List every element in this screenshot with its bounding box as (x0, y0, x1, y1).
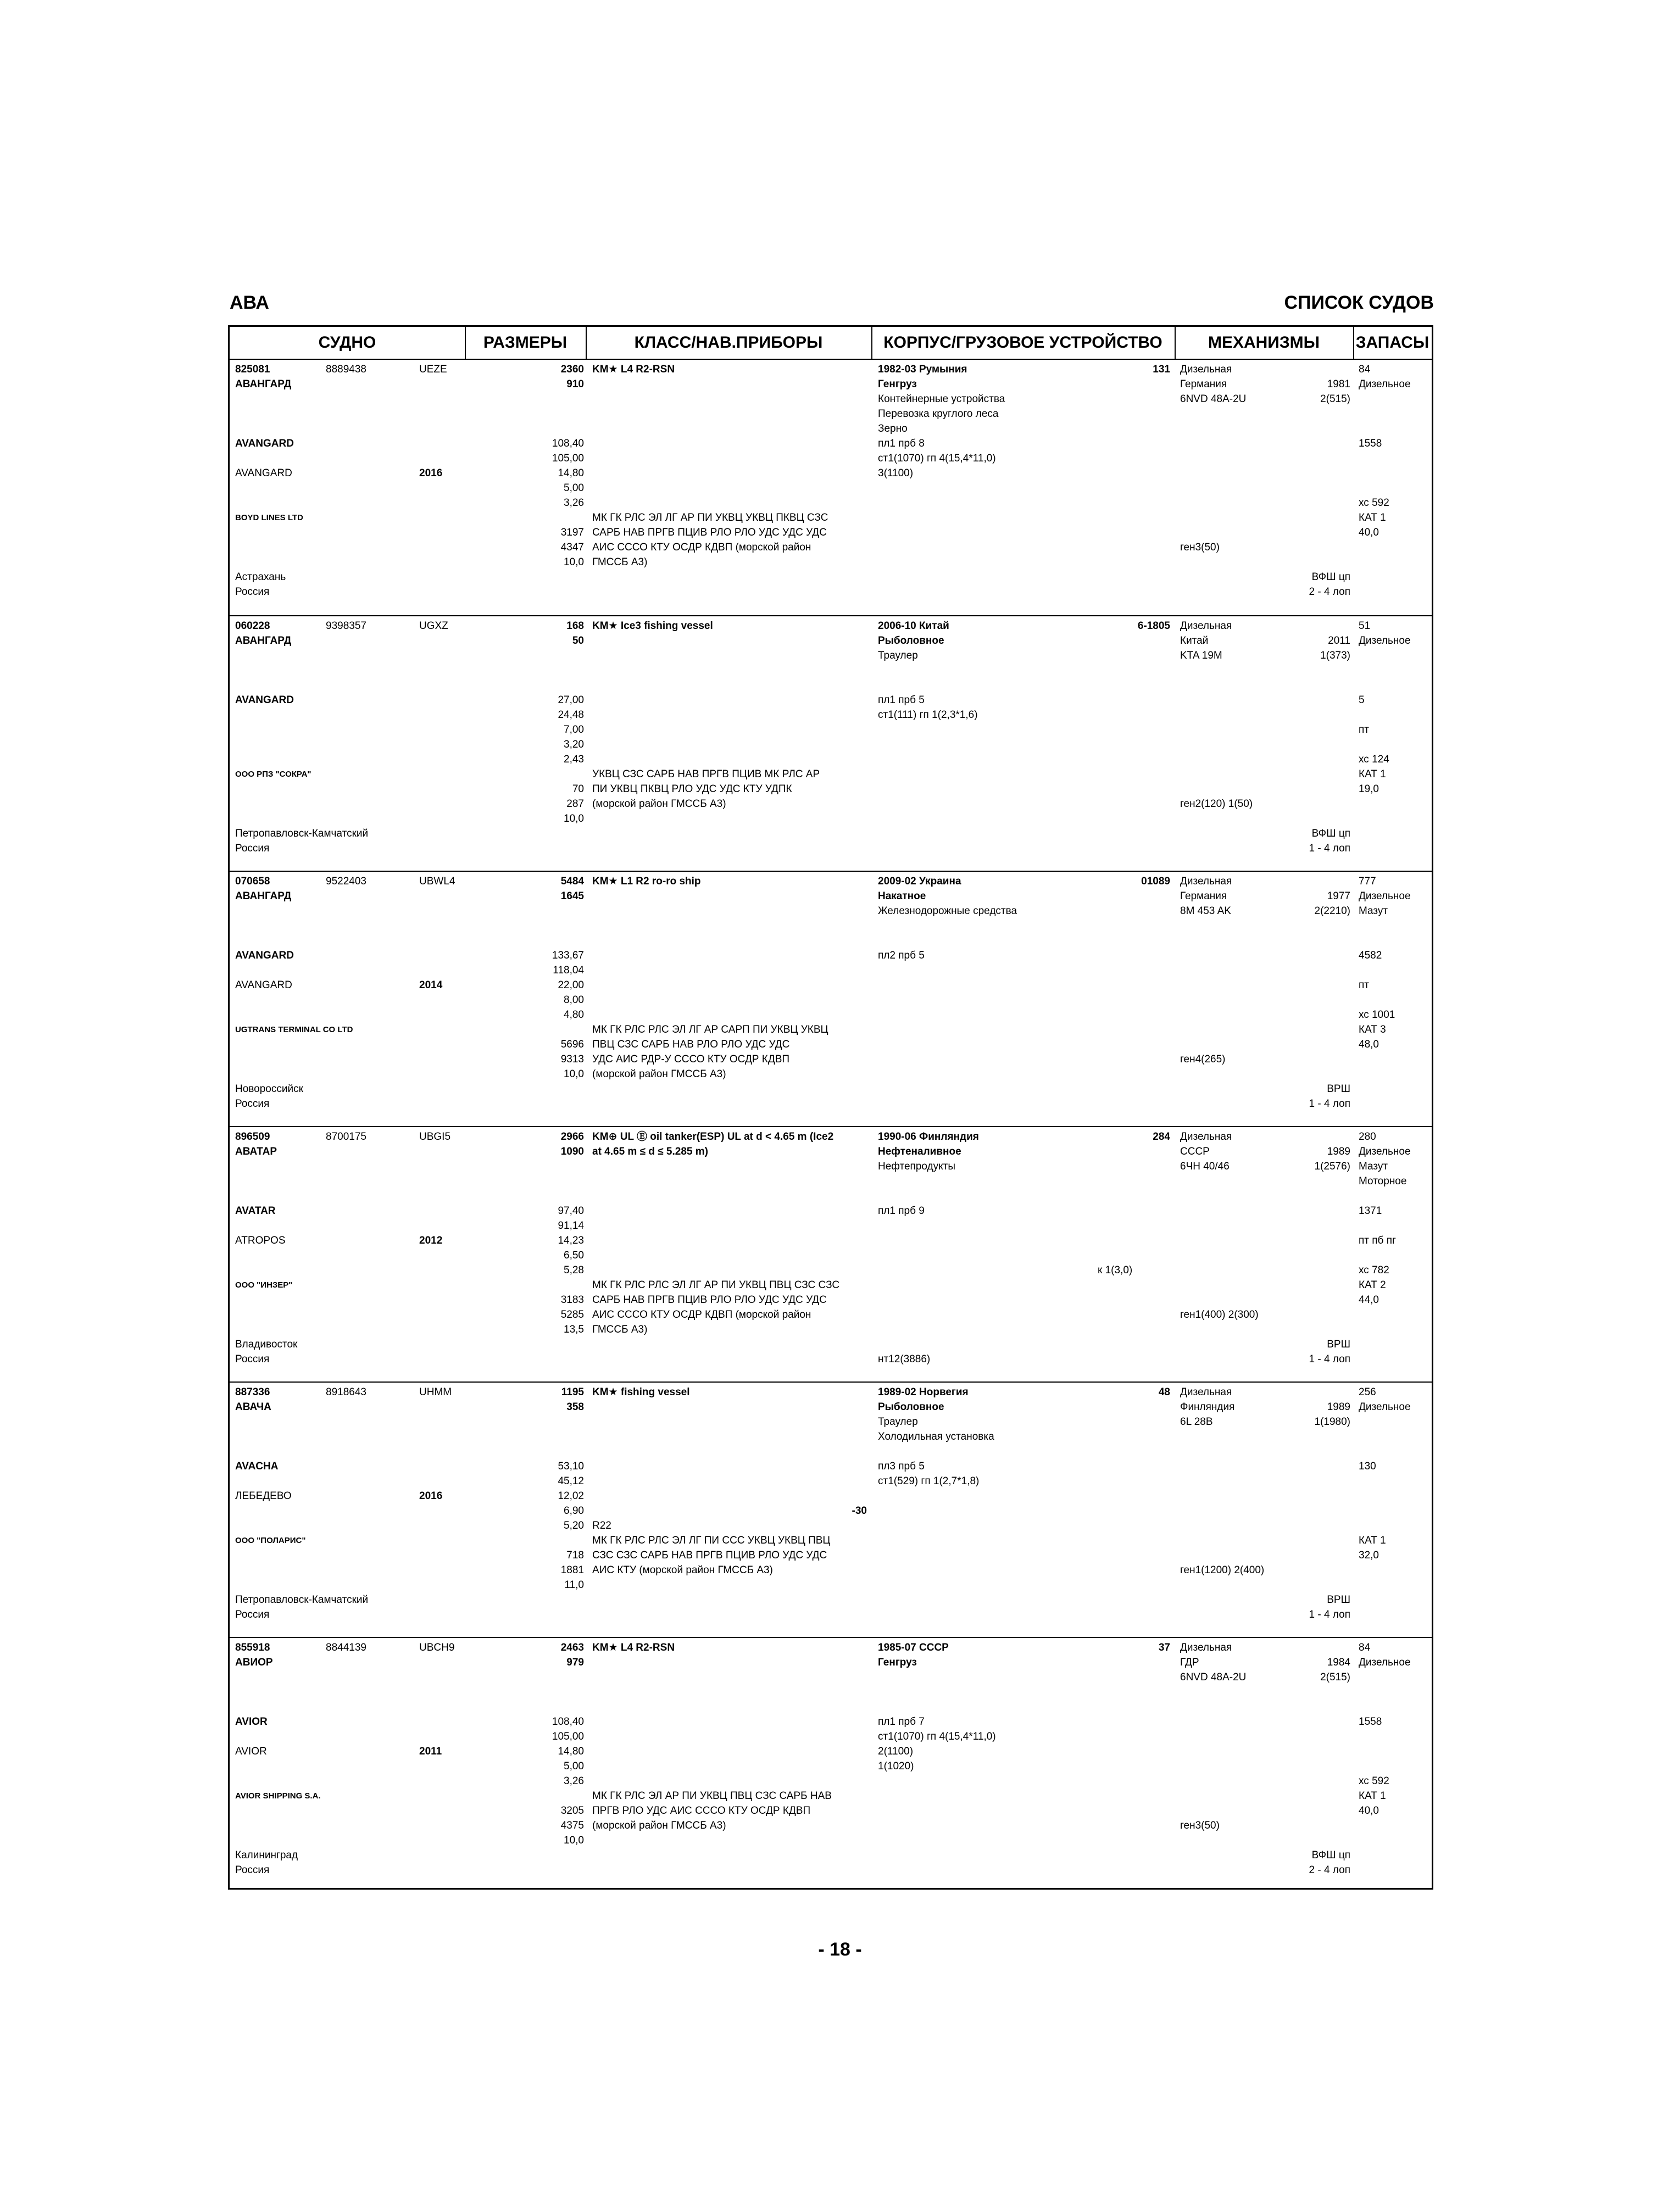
propeller-type: ВРШ (1327, 1083, 1350, 1095)
hold-info: 3(1100) (878, 467, 914, 479)
dimension-value: 10,0 (564, 1068, 584, 1080)
vessel-entry (230, 615, 1432, 871)
tank-info: нт12(3886) (878, 1353, 931, 1365)
vessel-entry (230, 871, 1432, 1126)
cargo-gear: Нефтепродукты (878, 1161, 956, 1172)
registry-number: 855918 (235, 1642, 270, 1653)
flag-country: Россия (235, 1609, 270, 1620)
dimension-value: 108,40 (552, 438, 584, 449)
imo-number: 8700175 (326, 1131, 366, 1143)
vessel-name-ru: АВАНГАРД (235, 378, 292, 390)
stores-value: 51 (1359, 620, 1371, 632)
home-port: Петропавловск-Камчатский (235, 1594, 369, 1606)
vessel-type: Генгруз (878, 378, 917, 390)
vessel-type: Рыболовное (878, 1401, 944, 1413)
engine-year: 1981 (1327, 378, 1350, 390)
owner-name: BOYD LINES LTD (235, 513, 303, 522)
navigation-equipment: ПВЦ СЗС САРБ НАВ РЛО РЛО УДС УДС (592, 1039, 790, 1050)
stores-value: 40,0 (1359, 1805, 1379, 1817)
navigation-equipment: САРБ НАВ ПРГВ ПЦИВ РЛО РЛО УДС УДС УДС (592, 1294, 827, 1306)
dimension-value: 53,10 (558, 1461, 584, 1472)
stores-value: 32,0 (1359, 1550, 1379, 1561)
dimension-value: 11,0 (564, 1579, 584, 1591)
dimension-value: 1090 (560, 1146, 584, 1157)
vessel-entry (230, 360, 1432, 615)
stores-value: 19,0 (1359, 783, 1379, 795)
dimension-value: 6,90 (564, 1505, 584, 1517)
stores-value: пт пб пг (1359, 1235, 1396, 1246)
dimension-value: 91,14 (558, 1220, 584, 1232)
stores-value: 256 (1359, 1386, 1376, 1398)
registry-year: 2016 (419, 1490, 443, 1502)
propeller-blades: 2 - 4 лоп (1309, 1864, 1350, 1876)
navigation-equipment: САРБ НАВ ПРГВ ПЦИВ РЛО РЛО УДС УДС УДС (592, 527, 827, 538)
stores-value: 1371 (1359, 1205, 1382, 1217)
dimension-value: 5,28 (564, 1264, 584, 1276)
owner-name: ООО "ПОЛАРИС" (235, 1536, 306, 1545)
navigation-equipment: МК ГК РЛС ЭЛ АР ПИ УКВЦ ПВЦ СЗС САРБ НАВ (592, 1790, 832, 1802)
engine-power: 1(2576) (1314, 1161, 1350, 1172)
stores-value: КАТ 1 (1359, 768, 1386, 780)
generator-info: ген2(120) 1(50) (1180, 798, 1253, 810)
stores-value: Дизельное (1359, 890, 1411, 902)
stores-value: 40,0 (1359, 527, 1379, 538)
owner-name: ООО "ИНЗЕР" (235, 1280, 293, 1290)
registry-year: 2014 (419, 979, 443, 991)
dimension-value: 6,50 (564, 1250, 584, 1261)
registry-number: 887336 (235, 1386, 270, 1398)
propeller-type: ВФШ цп (1311, 571, 1350, 583)
vessel-name-lat: AVANGARD (235, 438, 294, 449)
navigation-equipment: УДС АИС РДР-У СССО КТУ ОСДР КДВП (592, 1054, 790, 1065)
navigation-equipment: СЗС СЗС САРБ НАВ ПРГВ ПЦИВ РЛО УДС УДС (592, 1550, 827, 1561)
imo-number: 8918643 (326, 1386, 366, 1398)
navigation-equipment: УКВЦ СЗС САРБ НАВ ПРГВ ПЦИВ МК РЛС АР (592, 768, 820, 780)
dimension-value: 133,67 (552, 950, 584, 961)
hull-number: 284 (1153, 1131, 1170, 1143)
stores-value: КАТ 1 (1359, 512, 1386, 523)
dimension-value: 168 (566, 620, 584, 632)
engine-year: 1989 (1327, 1401, 1350, 1413)
dimension-value: 5285 (560, 1309, 584, 1321)
navigation-equipment: ГМССБ А3) (592, 1324, 648, 1335)
engine-info: 6L 28B (1180, 1416, 1213, 1428)
page-header-left: АВА (230, 292, 269, 313)
vessel-name-ru: АВАНГАРД (235, 890, 292, 902)
stores-value: хс 592 (1359, 497, 1389, 509)
dimension-value: 5696 (560, 1039, 584, 1050)
dimension-value: 1645 (560, 890, 584, 902)
dimension-value: 2966 (560, 1131, 584, 1143)
engine-year: 1984 (1327, 1657, 1350, 1668)
dimension-value: 22,00 (558, 979, 584, 991)
flag-country: Россия (235, 1098, 270, 1110)
home-port: Калининград (235, 1850, 298, 1861)
stores-value: Дизельное (1359, 1401, 1411, 1413)
dimension-value: 24,48 (558, 709, 584, 721)
stores-value: Дизельное (1359, 1657, 1411, 1668)
navigation-equipment: ПИ УКВЦ ПКВЦ РЛО УДС УДС КТУ УДПК (592, 783, 792, 795)
former-name: AVIOR (235, 1746, 267, 1757)
cargo-gear: Зерно (878, 423, 908, 434)
propeller-blades: 1 - 4 лоп (1309, 1098, 1350, 1110)
dimension-value: 13,5 (564, 1324, 584, 1335)
propeller-blades: 1 - 4 лоп (1309, 1609, 1350, 1620)
hold-info: 1(1020) (878, 1761, 914, 1772)
dimension-value: 979 (566, 1657, 584, 1668)
class-notation: KM★ L4 R2-RSN (592, 364, 675, 375)
stores-value: 130 (1359, 1461, 1376, 1472)
hold-info: пл1 прб 5 (878, 694, 925, 706)
cargo-gear: Контейнерные устройства (878, 393, 1005, 405)
hold-info: ст1(529) гп 1(2,7*1,8) (878, 1475, 980, 1487)
dimension-value: 27,00 (558, 694, 584, 706)
generator-info: ген1(400) 2(300) (1180, 1309, 1259, 1321)
registry-year: 2016 (419, 467, 443, 479)
navigation-equipment: АИС КТУ (морской район ГМССБ А3) (592, 1564, 773, 1576)
hold-info: пл1 прб 7 (878, 1716, 925, 1728)
vessel-name-ru: АВАЧА (235, 1401, 271, 1413)
home-port: Владивосток (235, 1339, 298, 1350)
stores-value: хс 124 (1359, 754, 1389, 765)
dimension-value: 358 (566, 1401, 584, 1413)
generator-info: ген3(50) (1180, 542, 1220, 553)
flag-country: Россия (235, 586, 270, 598)
engine-info: Китай (1180, 635, 1209, 647)
propeller-type: ВРШ (1327, 1339, 1350, 1350)
engine-info: KTA 19M (1180, 650, 1222, 661)
registry-year: 2012 (419, 1235, 443, 1246)
stores-value: пт (1359, 724, 1369, 736)
vessel-name-ru: АВАТАР (235, 1146, 277, 1157)
imo-number: 9398357 (326, 620, 366, 632)
dimension-value: 14,80 (558, 467, 584, 479)
propeller-blades: 2 - 4 лоп (1309, 586, 1350, 598)
build-info: 2009-02 Украина (878, 876, 961, 887)
hold-info: пл1 прб 8 (878, 438, 925, 449)
dimension-value: 2463 (560, 1642, 584, 1653)
engine-info: 6NVD 48A-2U (1180, 393, 1247, 405)
dimension-value: 5484 (560, 876, 584, 887)
stores-value: 84 (1359, 1642, 1371, 1653)
cargo-gear: Траулер (878, 1416, 918, 1428)
propeller-blades: 1 - 4 лоп (1309, 1353, 1350, 1365)
dimension-value: 12,02 (558, 1490, 584, 1502)
dimension-value: 3205 (560, 1805, 584, 1817)
vessel-table (228, 325, 1433, 1890)
dimension-value: 14,80 (558, 1746, 584, 1757)
build-info: 1990-06 Финляндия (878, 1131, 979, 1143)
navigation-equipment: АИС СССО КТУ ОСДР КДВП (морской район (592, 542, 811, 553)
hull-number: 6-1805 (1137, 620, 1170, 632)
call-sign: UGXZ (419, 620, 448, 632)
flag-country: Россия (235, 843, 270, 854)
vessel-type: Рыболовное (878, 635, 944, 647)
dimension-value: 97,40 (558, 1205, 584, 1217)
home-port: Астрахань (235, 571, 286, 583)
build-info: 1982-03 Румыния (878, 364, 967, 375)
vessel-name-lat: AVANGARD (235, 950, 294, 961)
dimension-value: 70 (572, 783, 584, 795)
imo-number: 9522403 (326, 876, 366, 887)
propeller-type: ВРШ (1327, 1594, 1350, 1606)
dimension-value: 3,26 (564, 1775, 584, 1787)
stores-value: 280 (1359, 1131, 1376, 1143)
navigation-equipment: ГМССБ А3) (592, 556, 648, 568)
cargo-gear: Железнодорожные средства (878, 905, 1017, 917)
dimension-value: 4375 (560, 1820, 584, 1831)
dimension-value: 45,12 (558, 1475, 584, 1487)
dimension-value: 287 (566, 798, 584, 810)
stores-value: хс 592 (1359, 1775, 1389, 1787)
refrigerant: R22 (592, 1520, 611, 1531)
registry-number: 825081 (235, 364, 270, 375)
navigation-equipment: (морской район ГМССБ А3) (592, 1068, 726, 1080)
hull-number: 48 (1158, 1386, 1170, 1398)
imo-number: 8844139 (326, 1642, 366, 1653)
former-name: AVANGARD (235, 467, 292, 479)
stores-value: 1558 (1359, 438, 1382, 449)
dimension-value: 3197 (560, 527, 584, 538)
hull-number: 131 (1153, 364, 1170, 375)
engine-info: Дизельная (1180, 1386, 1232, 1398)
dimension-value: 5,00 (564, 482, 584, 494)
hold-info: 2(1100) (878, 1746, 914, 1757)
stores-value: Мазут (1359, 905, 1388, 917)
flag-country: Россия (235, 1864, 270, 1876)
dimension-value: 9313 (560, 1054, 584, 1065)
dimension-value: 4,80 (564, 1009, 584, 1021)
owner-name: UGTRANS TERMINAL CO LTD (235, 1025, 353, 1034)
stores-value: 84 (1359, 364, 1371, 375)
dimension-value: 105,00 (552, 453, 584, 464)
vessel-name-lat: AVATAR (235, 1205, 276, 1217)
generator-info: ген1(1200) 2(400) (1180, 1564, 1265, 1576)
stores-value: хс 1001 (1359, 1009, 1395, 1021)
call-sign: UBCH9 (419, 1642, 455, 1653)
dimension-value: 14,23 (558, 1235, 584, 1246)
dimension-value: 10,0 (564, 813, 584, 825)
navigation-equipment: МК ГК РЛС РЛС ЭЛ ЛГ ПИ ССС УКВЦ УКВЦ ПВЦ (592, 1535, 831, 1546)
dimension-value: 3183 (560, 1294, 584, 1306)
engine-power: 2(515) (1320, 1672, 1350, 1683)
former-name: ЛЕБЕДЕВО (235, 1490, 292, 1502)
vessel-name-ru: АВИОР (235, 1657, 273, 1668)
engine-year: 2011 (1328, 635, 1350, 647)
engine-info: Дизельная (1180, 1131, 1232, 1143)
dimension-value: 718 (566, 1550, 584, 1561)
engine-year: 1989 (1327, 1146, 1350, 1157)
propeller-type: ВФШ цп (1311, 828, 1350, 839)
dimension-value: 4347 (560, 542, 584, 553)
column-header-vessel: СУДНО (318, 333, 376, 352)
dimension-value: 3,20 (564, 739, 584, 750)
build-info: 2006-10 Китай (878, 620, 949, 632)
hold-info: ст1(1070) гп 4(15,4*11,0) (878, 1731, 996, 1742)
stores-value: КАТ 1 (1359, 1790, 1386, 1802)
stores-value: Дизельное (1359, 635, 1411, 647)
hold-info: ст1(111) гп 1(2,3*1,6) (878, 709, 978, 721)
class-notation: KM★ fishing vessel (592, 1386, 690, 1398)
engine-power: 2(515) (1320, 393, 1350, 405)
dimension-value: 3,26 (564, 497, 584, 509)
engine-year: 1977 (1327, 890, 1350, 902)
class-notation-cont: at 4.65 m ≤ d ≤ 5.285 m) (592, 1146, 708, 1157)
page-number: - 18 - (818, 1939, 862, 1960)
registry-year: 2011 (419, 1746, 442, 1757)
engine-power: 1(1980) (1314, 1416, 1350, 1428)
vessel-entry (230, 1126, 1432, 1381)
stores-value: Дизельное (1359, 1146, 1411, 1157)
cargo-gear: Перевозка круглого леса (878, 408, 999, 420)
navigation-equipment: АИС СССО КТУ ОСДР КДВП (морской район (592, 1309, 811, 1321)
engine-info: Дизельная (1180, 876, 1232, 887)
stores-value: хс 782 (1359, 1264, 1389, 1276)
flag-country: Россия (235, 1353, 270, 1365)
call-sign: UBWL4 (419, 876, 455, 887)
dimension-value: 8,00 (564, 994, 584, 1006)
stores-value: 5 (1359, 694, 1365, 706)
navigation-equipment: ПРГВ РЛО УДС АИС СССО КТУ ОСДР КДВП (592, 1805, 811, 1817)
stores-value: 777 (1359, 876, 1376, 887)
hold-temperature: -30 (852, 1505, 867, 1517)
column-header-machinery: МЕХАНИЗМЫ (1208, 333, 1320, 352)
vessel-type: Генгруз (878, 1657, 917, 1668)
cargo-gear: Траулер (878, 650, 918, 661)
navigation-equipment: (морской район ГМССБ А3) (592, 798, 726, 810)
stores-value: КАТ 1 (1359, 1535, 1386, 1546)
stores-value: 1558 (1359, 1716, 1382, 1728)
former-name: AVANGARD (235, 979, 292, 991)
vessel-name-lat: AVIOR (235, 1716, 268, 1728)
former-name: ATROPOS (235, 1235, 286, 1246)
engine-power: 2(2210) (1314, 905, 1350, 917)
vessel-name-lat: AVANGARD (235, 694, 294, 706)
stores-value: КАТ 3 (1359, 1024, 1386, 1035)
navigation-equipment: МК ГК РЛС РЛС ЭЛ ЛГ АР ПИ УКВЦ ПВЦ СЗС СЗС (592, 1279, 840, 1291)
vessel-type: Нефтеналивное (878, 1146, 961, 1157)
stores-value: пт (1359, 979, 1369, 991)
page-header-right: СПИСОК СУДОВ (1284, 292, 1434, 313)
call-sign: UHMM (419, 1386, 452, 1398)
dimension-value: 2360 (560, 364, 584, 375)
navigation-equipment: МК ГК РЛС РЛС ЭЛ ЛГ АР САРП ПИ УКВЦ УКВЦ (592, 1024, 828, 1035)
propeller-blades: 1 - 4 лоп (1309, 843, 1350, 854)
navigation-equipment: МК ГК РЛС ЭЛ ЛГ АР ПИ УКВЦ УКВЦ ПКВЦ СЗС (592, 512, 828, 523)
vessel-name-lat: AVACHA (235, 1461, 279, 1472)
engine-power: 1(373) (1320, 650, 1350, 661)
dimension-value: 1195 (561, 1386, 584, 1398)
column-header-stores: ЗАПАСЫ (1355, 333, 1429, 352)
hull-number: 37 (1158, 1642, 1170, 1653)
column-header-dimensions: РАЗМЕРЫ (483, 333, 568, 352)
dimension-value: 118,04 (553, 965, 584, 976)
column-header-class: КЛАСС/НАВ.ПРИБОРЫ (634, 333, 823, 352)
column-header-hull: КОРПУС/ГРУЗОВОЕ УСТРОЙСТВО (883, 333, 1162, 352)
vessel-entry (230, 1637, 1432, 1892)
vessel-entry (230, 1381, 1432, 1637)
vessel-type: Накатное (878, 890, 926, 902)
dimension-value: 910 (566, 378, 584, 390)
owner-name: AVIOR SHIPPING S.A. (235, 1791, 321, 1801)
hold-info: пл1 прб 9 (878, 1205, 925, 1217)
generator-info: ген3(50) (1180, 1820, 1220, 1831)
dimension-value: 7,00 (564, 724, 584, 736)
cargo-gear: Холодильная установка (878, 1431, 994, 1442)
engine-info: Германия (1180, 378, 1227, 390)
class-notation: KM★ L4 R2-RSN (592, 1642, 675, 1653)
engine-info: Финляндия (1180, 1401, 1235, 1413)
class-notation: KM⊕ UL Ⓔ oil tanker(ESP) UL at d < 4.65 m (Ice2 (592, 1131, 834, 1143)
dimension-value: 5,20 (564, 1520, 584, 1531)
hold-info: пл2 прб 5 (878, 950, 925, 961)
home-port: Петропавловск-Камчатский (235, 828, 369, 839)
engine-info: Дизельная (1180, 1642, 1232, 1653)
stores-value: Дизельное (1359, 378, 1411, 390)
propeller-type: ВФШ цп (1311, 1850, 1350, 1861)
engine-info: 6ЧН 40/46 (1180, 1161, 1230, 1172)
dimension-value: 10,0 (564, 1835, 584, 1846)
dimension-value: 105,00 (552, 1731, 584, 1742)
dimension-value: 108,40 (552, 1716, 584, 1728)
dimension-value: 10,0 (564, 556, 584, 568)
class-notation: KM★ L1 R2 ro-ro ship (592, 876, 701, 887)
engine-info: Дизельная (1180, 620, 1232, 632)
dimension-value: 50 (572, 635, 584, 647)
dimension-value: 2,43 (564, 754, 584, 765)
build-info: 1985-07 СССР (878, 1642, 949, 1653)
hold-info: ст1(1070) гп 4(15,4*11,0) (878, 453, 996, 464)
engine-info: ГДР (1180, 1657, 1199, 1668)
engine-info: Германия (1180, 890, 1227, 902)
stores-value: 4582 (1359, 950, 1382, 961)
registry-number: 896509 (235, 1131, 270, 1143)
owner-name: ООО РПЗ "СОКРА" (235, 770, 311, 779)
engine-info: Дизельная (1180, 364, 1232, 375)
stores-value: Моторное (1359, 1176, 1407, 1187)
vessel-name-ru: АВАНГАРД (235, 635, 292, 647)
dimension-value: 1881 (560, 1564, 584, 1576)
navigation-equipment: (морской район ГМССБ А3) (592, 1820, 726, 1831)
stores-value: 44,0 (1359, 1294, 1379, 1306)
stores-value: Мазут (1359, 1161, 1388, 1172)
generator-info: ген4(265) (1180, 1054, 1226, 1065)
registry-number: 070658 (235, 876, 270, 887)
home-port: Новороссийск (235, 1083, 303, 1095)
crane-info: к 1(3,0) (1098, 1264, 1133, 1276)
dimension-value: 5,00 (564, 1761, 584, 1772)
call-sign: UEZE (419, 364, 447, 375)
engine-info: 8M 453 AK (1180, 905, 1231, 917)
build-info: 1989-02 Норвегия (878, 1386, 969, 1398)
stores-value: 48,0 (1359, 1039, 1379, 1050)
hold-info: пл3 прб 5 (878, 1461, 925, 1472)
class-notation: KM★ Ice3 fishing vessel (592, 620, 713, 632)
engine-info: 6NVD 48A-2U (1180, 1672, 1247, 1683)
hull-number: 01089 (1141, 876, 1170, 887)
call-sign: UBGI5 (419, 1131, 451, 1143)
imo-number: 8889438 (326, 364, 366, 375)
registry-number: 060228 (235, 620, 270, 632)
stores-value: КАТ 2 (1359, 1279, 1386, 1291)
engine-info: СССР (1180, 1146, 1210, 1157)
